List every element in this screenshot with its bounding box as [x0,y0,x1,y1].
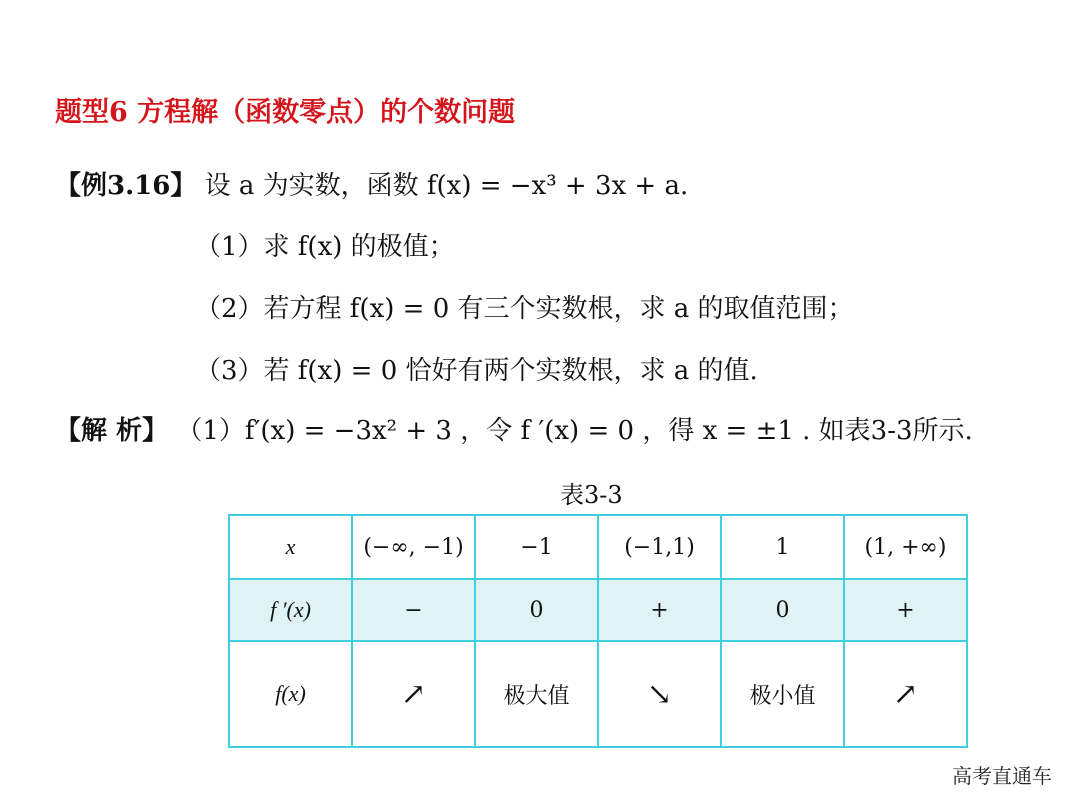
question-3: （3）若 f(x) = 0 恰好有两个实数根，求 a 的值. [195,356,758,386]
table-cell: (−1,1) [598,515,721,579]
section-title: 题型6 方程解（函数零点）的个数问题 [55,97,516,128]
monotonicity-table [228,514,968,748]
example-label: 【例3.16】 [55,171,197,201]
table-cell: − [352,579,475,641]
table-row-x [229,515,967,579]
solution-text: （1）f′(x) = −3x² + 3 ，令 f ′(x) = 0 ，得 x = ±1 . 如表3-3所示. [176,416,973,446]
table-cell: 0 [721,579,844,641]
table-cell: 1 [721,515,844,579]
decreasing-arrow-icon: ↘ [598,641,721,747]
table-row-function [229,641,967,747]
question-2: （2）若方程 f(x) = 0 有三个实数根，求 a 的取值范围； [195,294,854,324]
table-cell: 0 [475,579,598,641]
table-cell-local-max: 极大值 [475,641,598,747]
example-intro: 设 a 为实数，函数 f(x) = −x³ + 3x + a. [204,171,689,201]
table-cell: (−∞, −1) [352,515,475,579]
table-row-derivative [229,579,967,641]
table-cell: + [598,579,721,641]
increasing-arrow-icon: ↗ [352,641,475,747]
table-cell: −1 [475,515,598,579]
table-header-cell: f ′(x) [229,579,352,641]
solution-label: 【解 析】 [55,416,169,446]
table-caption: 表3-3 [560,481,623,509]
table-header-cell: x [229,515,352,579]
watermark: 高考直通车 [952,764,1052,788]
example-line [55,165,688,202]
increasing-arrow-icon: ↗ [844,641,967,747]
solution-line [55,410,973,447]
table-header-cell: f(x) [229,641,352,747]
table-cell-local-min: 极小值 [721,641,844,747]
question-1: （1）求 f(x) 的极值； [195,232,455,262]
table-cell: (1, +∞) [844,515,967,579]
table-cell: + [844,579,967,641]
